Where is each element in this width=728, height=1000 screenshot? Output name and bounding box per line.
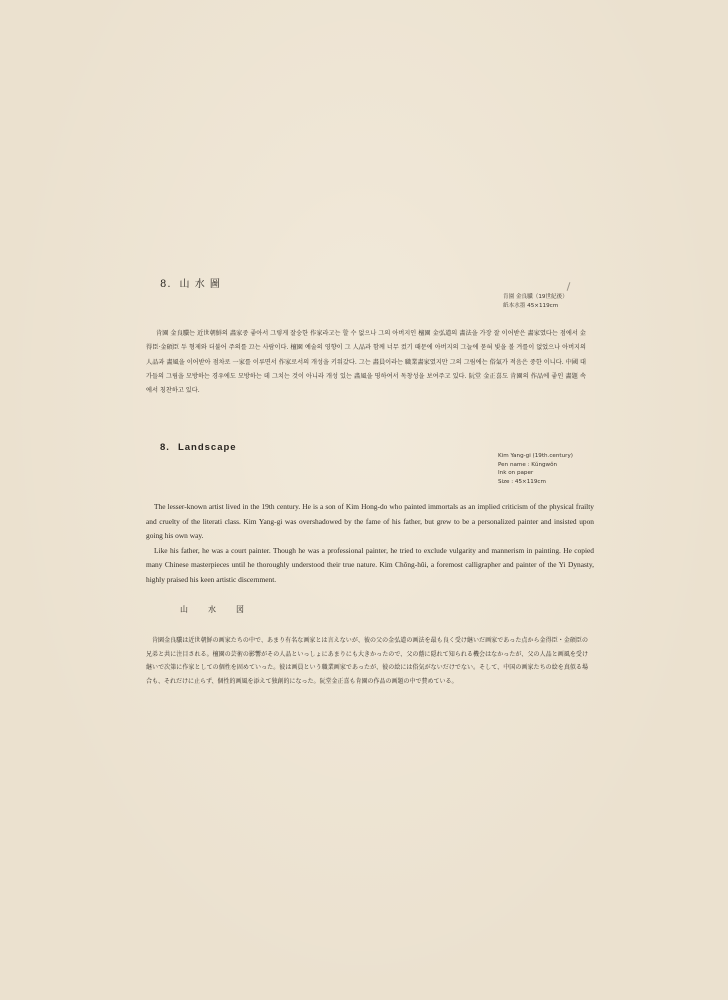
english-meta-artist: Kim Yang-gi (19th.century) xyxy=(498,453,573,459)
english-meta-pen-name: Pen name : Kŭngwŏn xyxy=(498,461,558,468)
korean-body-text: 肯園 金良驥는 近世朝鮮의 畵家중 좋아서 그렇게 잘숭한 作家라고는 할 수 없으나 그의 아버지인 檀園 金弘道의 畵法을 가장 잘 이어받은 畵家였다는 점에서 金得臣·金碩臣 두 형제와 더불어 주의를 끄는 사람이다. 檀園 예술의 영향이 그 人品과 함께 너무 컸기 때문에 아버지의 그늘에 묻혀 빛을 볼 겨를이 없었으나 아버지의 人品과 畵風을 이어받아 점차로 一家를 이루면서 作家로서의 개성을 키워갔다. 그는 畵員이라는 職業畵家였지만 그의 그림에는 俗氣가 적음은 중한 이니다. 中國 대가들의 그림을 모방하는 경우에도 모방하는 데 그치는 것이 아니라 개성 있는 畵風을 띵하여서 독창성을 보여주고 있다. 阮堂 金正喜도 肯園의 作品에 좋인 畵題 속에서 칭찬하고 있다. xyxy=(146,330,586,395)
japanese-title-char-1: 山 xyxy=(180,605,188,614)
english-body-text xyxy=(146,500,594,588)
pencil-mark xyxy=(567,282,571,291)
english-paragraph-1: The lesser-known artist lived in the 19th century. He is a son of Kim Hong-do who painted immortals as an implied criticism of the physical frailty and cruelty of the literati class. Kim Yang-gi was overshadowed by the fame of his father, but grew to be a personalized painter and insisted upon going his own way. xyxy=(146,502,594,541)
korean-artwork-meta xyxy=(503,293,568,310)
english-title-number: 8. xyxy=(160,442,170,453)
korean-meta-artist: 肯園 金良驥（19世紀後） xyxy=(503,294,568,300)
korean-meta-medium: 紙本水墨 45×119cm xyxy=(503,302,559,309)
korean-title-text: 山 水 圖 xyxy=(179,279,221,290)
japanese-body-text: 肯園金良驥は近世朝鮮の画家たちの中で、あまり有名な画家とは言えないが、彼の父の金弘道の画法を最も良く受け継いだ画家であった点から金得臣・金碩臣の兄弟と共に注目される。檀園の芸術の影響がその人品といっしょにあまりにも大きかったので、父の蔭に隠れて知られる機会はなかったが、父の人品と画風を受け継いで次第に作家としての個性を固めていった。彼は画員という職業画家であったが、彼の絵には俗気がないだけでない。そして、中国の画家たちの絵を真似る場合も、それだけに止らず、個性的画風を添えて独創的になった。阮堂金正喜も肯園の作品の画題の中で賛めている。 xyxy=(146,637,588,685)
english-meta-size: Size : 45×119cm xyxy=(498,478,546,485)
korean-title-number: 8. xyxy=(160,279,172,290)
korean-section-title xyxy=(160,275,221,290)
english-section-title xyxy=(160,442,237,453)
japanese-section-title xyxy=(180,604,264,615)
japanese-title-char-3: 図 xyxy=(236,605,244,614)
japanese-title-char-2: 水 xyxy=(208,605,216,614)
english-meta-medium: Ink on paper xyxy=(498,470,534,476)
english-paragraph-2: Like his father, he was a court painter. Though he was a professional painter, he tried to exclude vulgarity and mannerism in painting. He copied many Chinese masterpieces until he thoroughly understood their true nature. Kim Chŏng-hŭi, a foremost calligrapher and painter of the Yi Dynasty, highly praised his keen artistic discernment. xyxy=(146,545,594,584)
english-title-text: Landscape xyxy=(177,442,237,453)
english-artwork-meta xyxy=(498,452,573,486)
